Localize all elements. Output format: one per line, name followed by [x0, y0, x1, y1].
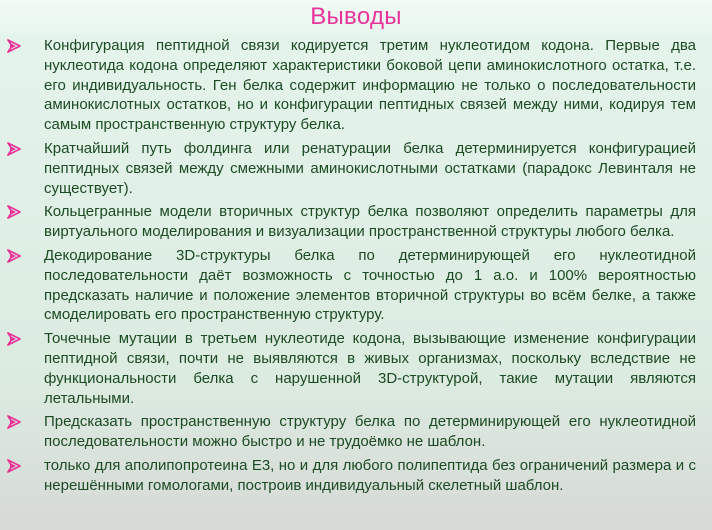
- list-item: [0, 412, 712, 452]
- arrowhead-bullet-icon: [7, 205, 21, 219]
- page-title: Выводы: [310, 3, 402, 30]
- list-item-text: только для аполипопротеина Е3, но и для любого полипептида без ограничений размера и с нерешёнными гомологами, построив индивидуальный скелетный шаблон.: [44, 456, 696, 494]
- list-item: [0, 456, 712, 496]
- list-item-text: Предсказать пространственную структуру белка по детерминирующей его нуклеотидной последовательности можно быстро и не трудоёмко не шаблон.: [44, 413, 696, 451]
- arrowhead-bullet-icon: [7, 249, 21, 263]
- list-item-text: Конфигурация пептидной связи кодируется третим нуклеотидом кодона. Первые два нуклеотида кодона определяют характеристики боковой цепи аминокислотного остатка, т.е. его индивидуальность. Ген белка содержит информацию не только о последовательности аминокислотных остатков, но и конфигурации пептидных связей между ними, кодируя тем самым пространственную структуру белка.: [44, 37, 696, 134]
- conclusions-list: [0, 36, 712, 500]
- title-bar: [0, 0, 712, 34]
- arrowhead-bullet-icon: [7, 142, 21, 156]
- list-item: [0, 202, 712, 242]
- list-item-text: Кольцегранные модели вторичных структур белка позволяют определить параметры для виртуального моделирования и визуализации пространственной структуры любого белка.: [44, 203, 696, 241]
- arrowhead-bullet-icon: [7, 459, 21, 473]
- arrowhead-bullet-icon: [7, 332, 21, 346]
- list-item: [0, 139, 712, 198]
- list-item-text: Декодирование 3D-структуры белка по детерминирующей его нуклеотидной последовательности даёт возможность с точностью до 1 а.о. и 100% вероятностью предсказать наличие и положение элементов вторичной структуры во всём белке, а также смоделировать его пространственную структуру.: [44, 246, 696, 324]
- list-item-text: Точечные мутации в третьем нуклеотиде кодона, вызывающие изменение конфигурации пептидной связи, почти не выявляются в живых организмах, поскольку вследствие не функциональности белка с нарушенной 3D-структурой, такие мутации являются летальными.: [44, 330, 696, 407]
- arrowhead-bullet-icon: [7, 39, 21, 53]
- list-item: [0, 329, 712, 408]
- list-item-text: Кратчайший путь фолдинга или ренатурации белка детерминируется конфигурацией пептидных связей между смежными аминокислотными остатками (парадокс Левинталя не существует).: [44, 139, 696, 197]
- list-item: [0, 36, 712, 135]
- arrowhead-bullet-icon: [7, 415, 21, 429]
- list-item: [0, 246, 712, 325]
